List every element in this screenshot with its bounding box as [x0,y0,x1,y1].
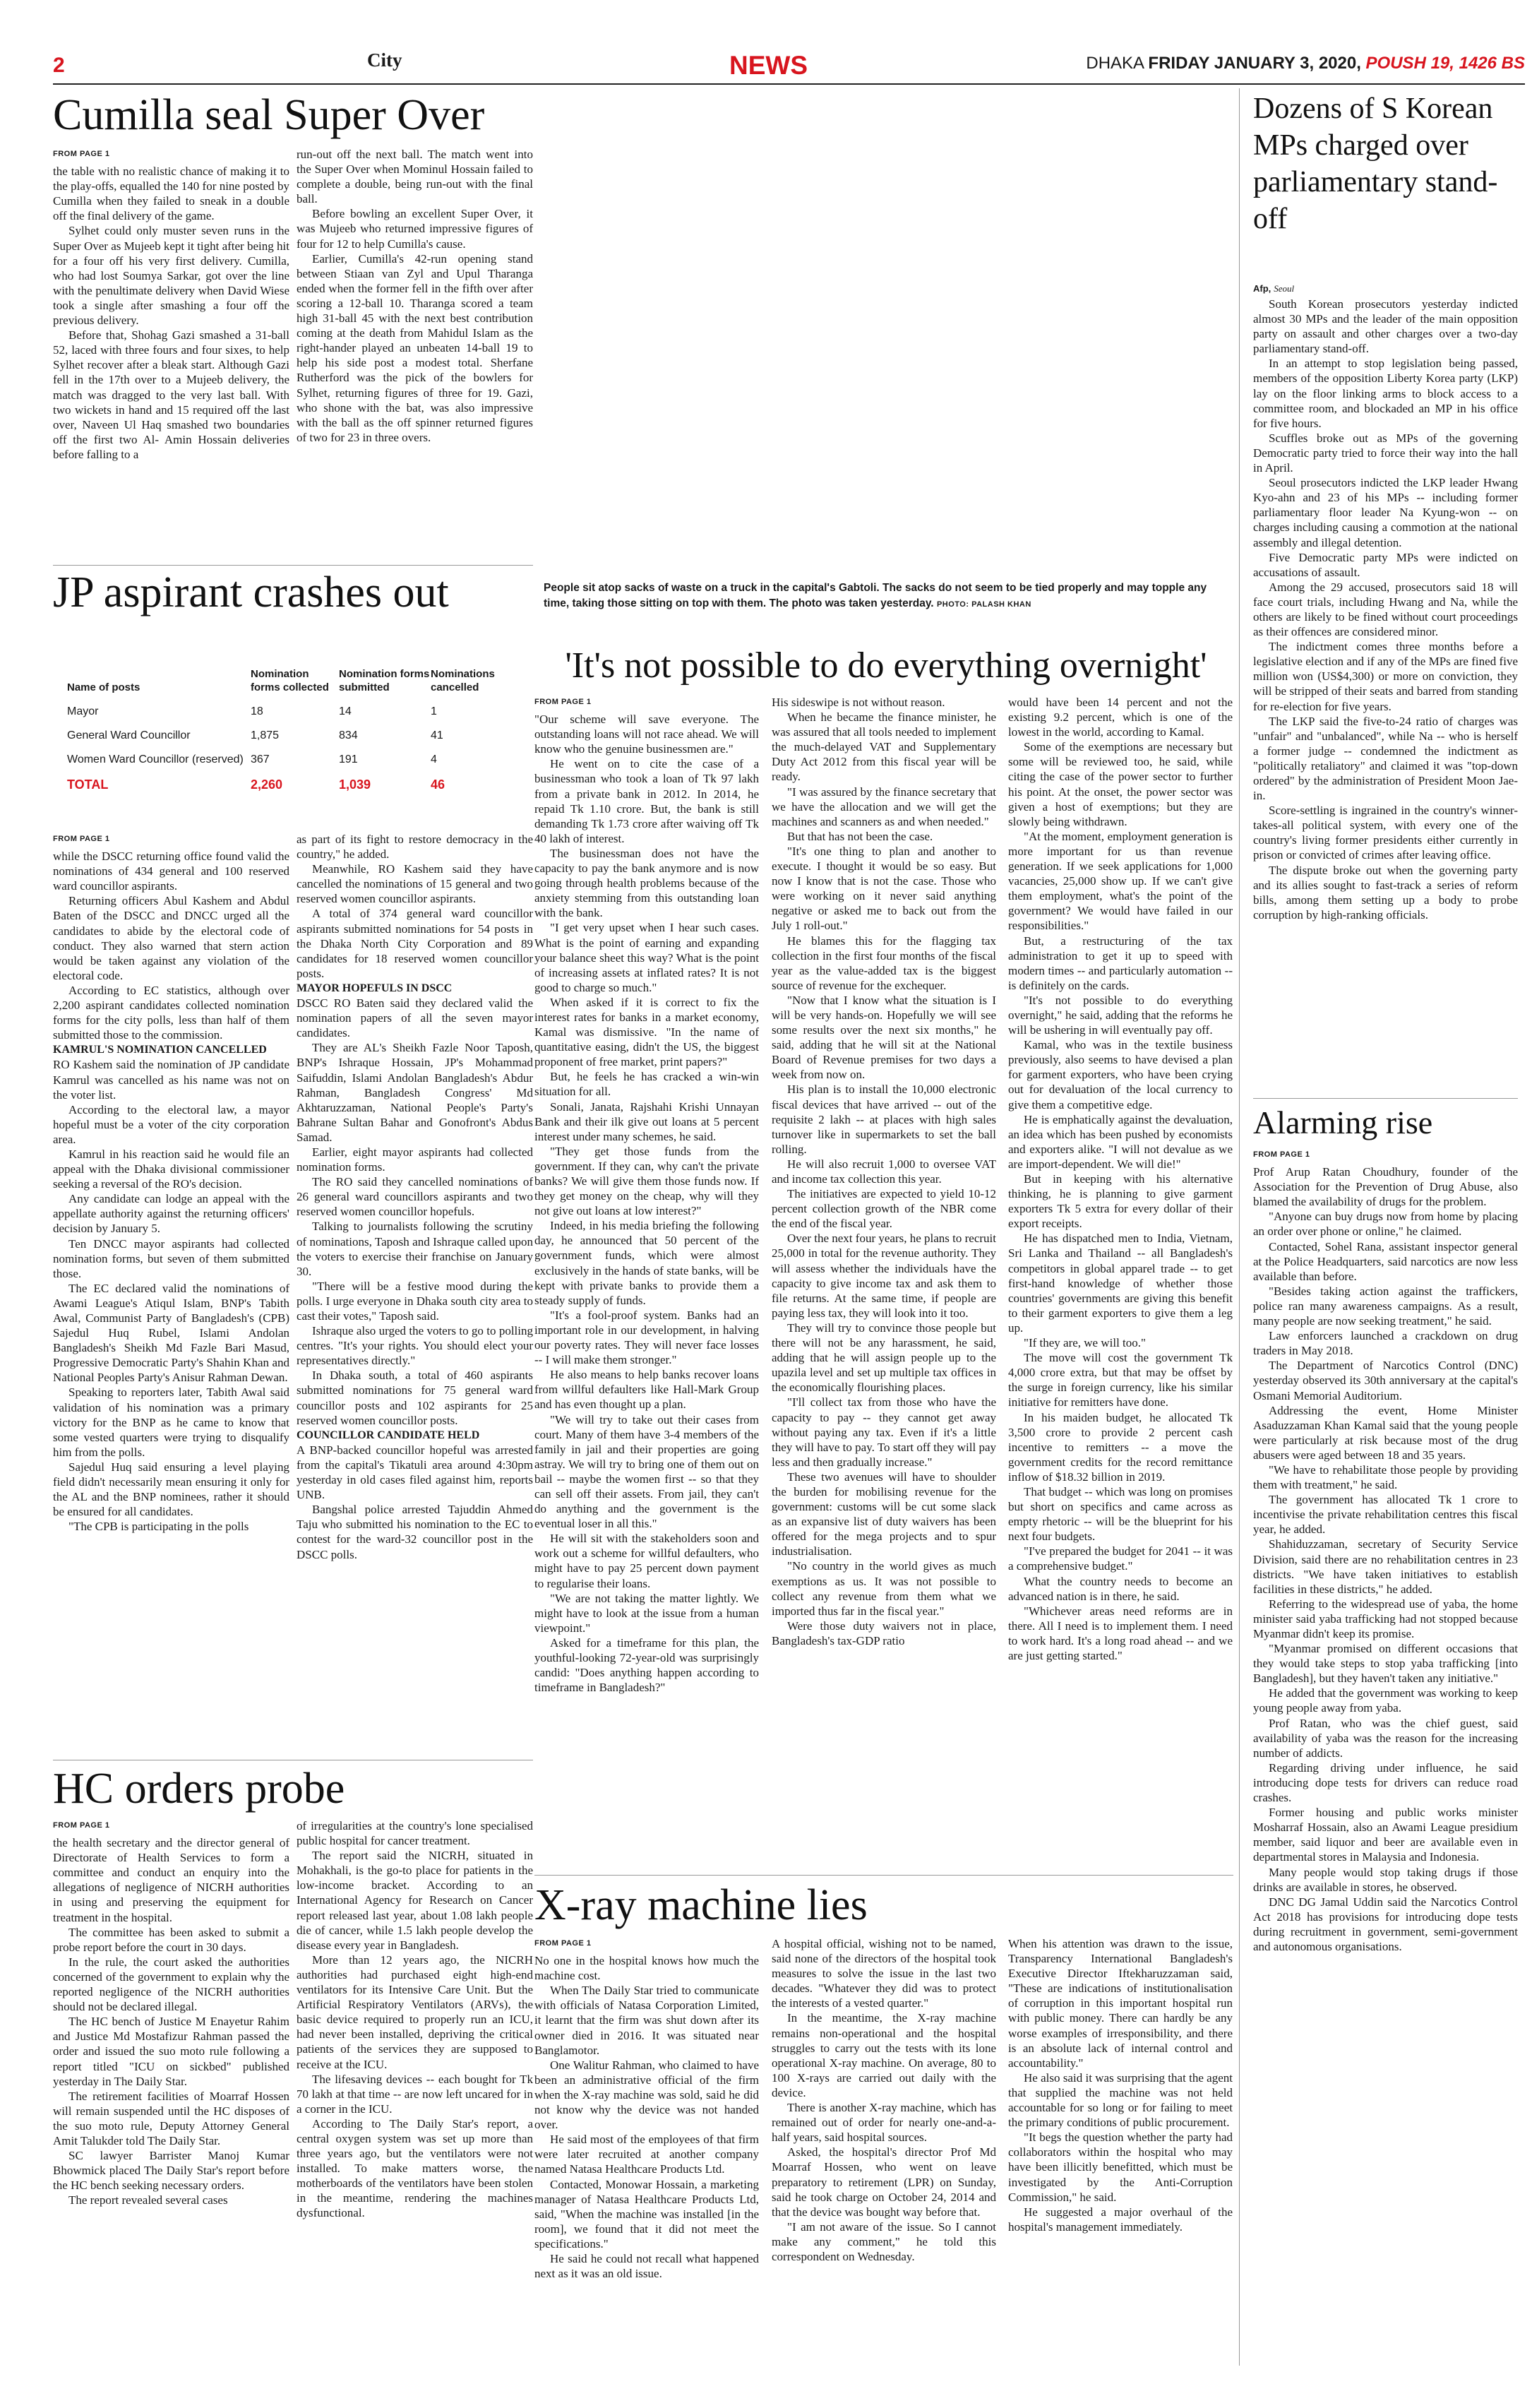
paragraph: "It's a fool-proof system. Banks had an important role in our development, in halving our poverty rates. They will never face losses -- I will make them stronger." [534,1308,759,1367]
paragraph: "There will be a festive mood during the polls. I urge everyone in Dhaka south city area to cast their votes," Taposh said. [297,1279,533,1323]
paragraph: Asked, the hospital's director Prof Md Moarraf Hossen, who went on leave preparatory to retirement (LPR) on Sunday, said he took charge on October 24, 2014 and that the device was bought way before that. [772,2145,996,2219]
table-cell: 1 [431,705,437,717]
paragraph: Over the next four years, he plans to recruit 25,000 in total for the revenue authority. They will assess whether the individuals have the capacity to give income tax and ask them to file returns. At the same time, if people are paying less tax, they will look into it too. [772,1232,996,1320]
paragraph: According to the electoral law, a mayor hopeful must be a voter of the city corporation area. [53,1102,289,1146]
paragraph: The retirement facilities of Moarraf Hossen will remain suspended until the HC disposes of the suo moto rule, Deputy Attorney General Amit Talukder told The Daily Star. [53,2089,289,2147]
table-cell: 14 [339,705,352,717]
page-number: 2 [53,54,65,77]
paragraph: Score-settling is ingrained in the country's winner-takes-all political system, with every one of the country's living former presidents either currently in prison or convicted of crimes after leaving office. [1253,804,1518,862]
paragraph: South Korean prosecutors yesterday indicted almost 30 MPs and the leader of the main opposition party on assault and other charges over a two-day parliamentary stand-off. [1253,297,1518,356]
paragraph: "Whichever areas need reforms are in there. All I need is to implement them. I need to work hard. It's a long road ahead -- and we are just getting started." [1008,1604,1233,1662]
paragraph: "The CPB is participating in the polls [68,1520,249,1534]
table-header: Nominations cancelled [431,668,495,693]
from-page-label: FROM PAGE 1 [53,1821,110,1830]
paragraph: Sonali, Janata, Rajshahi Krishi Unnayan Bank and their ilk give out loans at 5 percent interest under many schemes, he said. [534,1099,759,1143]
headline-jp: JP aspirant crashes out [53,568,449,616]
paragraph: "We will try to take out their cases from court. Many of them have 3-4 members of the family in jail and their properties are going astray. We will try to bring one of them out on bail -- maybe the women first -- so that they can sell off their assets. From jail, they can't do anything and the government is the eventual loser in all this." [534,1412,759,1531]
paragraph: Indeed, in his media briefing the following day, he announced that 50 percent of the government funds, which were almost exclusively in the hands of state banks, will be kept with private banks to provide them a steady supply of funds. [534,1219,759,1307]
paragraph: The initiatives are expected to yield 10-12 percent collection growth of the NBR come the end of the fiscal year. [772,1187,996,1231]
paragraph: Speaking to reporters later, Tabith Awal said validation of his nomination was a primary victory for the BNP as he came to know that some vested quarters were trying to disqualify him from the polls. [53,1385,289,1459]
table-row [67,749,519,773]
photo-caption-text: People sit atop sacks of waste on a truck in the capital's Gabtoli. The sacks do not seem to be tied properly and may topple any time, taking those sitting on top with them. The photo was taken yesterday. [544,582,1207,609]
photo-credit: PHOTO: PALASH KHAN [936,600,1031,609]
paragraph: In the meantime, the X-ray machine remains non-operational and the hospital struggles to carry out the tests with its lone operational X-ray machine. On average, 80 to 100 X-rays are carried out daily with the device. [772,2011,996,2099]
paragraph: the table with no realistic chance of making it to the play-offs, equalled the 140 for nine posted by Cumilla when they failed to sneak in a double off the final delivery of the game. [53,165,289,223]
paragraph: Referring to the widespread use of yaba, the home minister said yaba trafficking had not stopped because Myanmar didn't keep its promise. [1253,1597,1518,1640]
paragraph: Sajedul Huq said ensuring a level playing field didn't necessarily mean ensuring it only for the AL and the BNP nominees, rather it should be ensured for all candidates. [53,1460,289,1519]
paragraph: He also said it was surprising that the agent that supplied the machine was not held accountable for so long or for failing to meet the primary conditions of public procurement. [1008,2070,1233,2130]
paragraph: He will also recruit 1,000 to oversee VAT and income tax collection this year. [772,1157,996,1186]
paragraph: Former housing and public works minister Mosharraf Hossain, also an Awami League presidium member, said liquor and beer are available even in departmental stores in Malaysia and Indonesia. [1253,1806,1518,1864]
table-cell: 18 [251,705,263,717]
paragraph: He is emphatically against the devaluation, an idea which has been pushed by economists and exporters alike. "I will not devalue as we are import-dependent. We will die!" [1008,1112,1233,1171]
article-alarming [1253,1148,1518,1954]
paragraph: In his maiden budget, he allocated Tk 3,500 crore to provide 2 percent cash incentive to remitters -- a move the government credits for the record remittance inflow of $18.32 billion in 2019. [1008,1410,1233,1484]
headline-overnight: 'It's not possible to do everything overnight' [565,645,1207,686]
paragraph: run-out off the next ball. The match went into the Super Over when Mominul Hossain failed to complete a double, being run-out with the final ball. [297,148,533,206]
paragraph: Seoul prosecutors indicted the LKP leader Hwang Kyo-ahn and 23 of his MPs -- including former parliamentary floor leader Na Kyung-won -- on charges including causing a commotion at the national assembly and illegal detention. [1253,476,1518,549]
article-cumilla-col1 [53,147,289,462]
from-page-label: FROM PAGE 1 [534,698,592,706]
article-overnight-col3 [1008,695,1233,1663]
paragraph: But that has not been the case. [787,829,933,843]
paragraph: "Besides taking action against the traffickers, police ran many awareness campaigns. As a result, many people are now seeking treatment," he said. [1253,1284,1518,1328]
paragraph: Five Democratic party MPs were indicted on accusations of assault. [1253,550,1518,579]
paragraph: Addressing the event, Home Minister Asaduzzaman Khan Kamal said that the young people were particularly at risk because most of the drug abusers were aged between 18 and 35 years. [1253,1403,1518,1462]
photo-caption [544,580,1232,612]
paragraph: The government has allocated Tk 1 crore to incentivise the private rehabilitation centres this fiscal year, he added. [1253,1493,1518,1537]
paragraph: SC lawyer Barrister Manoj Kumar Bhowmick placed The Daily Star's report before the HC bench seeking necessary orders. [53,2149,289,2193]
dateline-date: FRIDAY JANUARY 3, 2020, [1148,54,1361,73]
subheading: MAYOR HOPEFULS IN DSCC [297,982,453,994]
article-xray-col3 [1008,1936,1233,2234]
table-cell: 1,875 [251,729,280,741]
table-cell: 41 [431,729,443,741]
paragraph: He said most of the employees of that firm were later recruited at another company named Natasa Healthcare Products Ltd. [534,2133,759,2176]
paragraph: "Our scheme will save everyone. The outstanding loans will not race ahead. We will know who the genuine businessmen are." [534,713,759,756]
paragraph: Kamal, who was in the textile business previously, also seems to have devised a plan for garment exporters, who have been crying out for devaluation of the local currency to give them a competitive edge. [1008,1038,1233,1111]
paragraph: That budget -- which was long on promises but short on specifics and came across as empty rhetoric -- will be the blueprint for his next four budgets. [1008,1484,1233,1544]
paragraph: Returning officers Abul Kashem and Abdul Baten of the DSCC and DNCC urged all the candidates to abide by the electoral code of conduct. They also warned that stern action would be taken against any violation of the electoral code. [53,894,289,982]
section-rule [1253,1098,1518,1099]
paragraph: Scuffles broke out as MPs of the governing Democratic party tried to force their way into the hall in April. [1253,431,1518,475]
paragraph: His sideswipe is not without reason. [772,696,945,709]
table-header: Nomination forms submitted [339,668,430,693]
table-cell: 191 [339,753,358,765]
paragraph: The HC bench of Justice M Enayetur Rahim and Justice Md Mostafizur Rahman passed the order and issued the suo moto rule following a report titled "ICU on sickbed" published yesterday in The Daily Star. [53,2015,289,2088]
paragraph: His plan is to install the 10,000 electronic fiscal devices that have arrived -- out of the requisite 2 lakh -- at places with high sales turnover like in supermarkets to set the ball rolling. [772,1083,996,1156]
paragraph: The indictment comes three months before a legislative election and if any of the MPs are fined five million won (US$4,300) or more on conviction, they will be stripped of their seats and barred from standing for re-election for five years. [1253,640,1518,713]
dateline [1086,54,1525,73]
paragraph: He blames this for the flagging tax collection in the first four months of the fiscal year as the value-added tax is the biggest source of revenue for the exchequer. [772,934,996,992]
article-hc-col2 [297,1818,533,2221]
paragraph: Before that, Shohag Gazi smashed a 31-ball 52, laced with three fours and four sixes, to help Sylhet recover after a bleak start. Although Gazi fell in the 17th over to a Mujeeb delivery, the match was dragged to the very last ball. With two wickets in hand and 15 required off the last over, Naveen Ul Haq smashed two boundaries off the first two Al- Amin Hossain deliveries before falling to a [53,328,289,461]
headline-dozens: Dozens of S Korean MPs charged over parliamentary stand-off [1253,93,1498,235]
paragraph: Prof Ratan, who was the chief guest, said availability of yaba was the reason for the increasing number of addicts. [1253,1716,1518,1760]
paragraph: No one in the hospital knows how much the machine cost. [534,1954,759,1983]
headline-alarming: Alarming rise [1253,1104,1433,1140]
paragraph: He added that the government was working to keep young people away from yaba. [1253,1686,1518,1715]
table-cell: Mayor [67,705,99,717]
table-cell: TOTAL [67,777,109,792]
paragraph: would have been 14 percent and not the existing 9.2 percent, which is one of the lowest in the world, according to Kamal. [1008,696,1233,739]
paragraph: "We have to rehabilitate those people by providing them with treatment," he said. [1253,1462,1518,1492]
paragraph: Among the 29 accused, prosecutors said 18 will face court trials, including Hwang and Na, while the others are likely to be fined without court proceedings as their offences are considered minor. [1253,580,1518,639]
paragraph: Were those duty waivers not in place, Bangladesh's tax-GDP ratio [772,1619,996,1647]
paragraph: Prof Arup Ratan Choudhury, founder of the Association for the Prevention of Drug Abuse, also blamed the availability of drugs for the problem. [1253,1165,1518,1209]
paragraph: In an attempt to stop legislation being passed, members of the opposition Liberty Korea party (LKP) lay on the floor linking arms to block access to a committee room, and blockaded an MP in his office for five hours. [1253,357,1518,430]
paragraph: A hospital official, wishing not to be named, said none of the directors of the hospital took measures to solve the issue in the last two decades. "Whatever they did was to protect the interests of a vested quarter." [772,1937,996,2010]
paragraph: Talking to journalists following the scrutiny of nominations, Taposh and Ishraque called upon the voters to exercise their franchise on January 30. [297,1220,533,1278]
headline-xray: X-ray machine lies [534,1881,868,1929]
paragraph: "Now that I know what the situation is I will be very hands-on. Hopefully we will see some results over the next six months," he said, adding that he will sit at the National Board of Revenue premises for two days a week from now on. [772,993,996,1082]
paragraph: When The Daily Star tried to communicate with officials of Natasa Corporation Limited, it learnt that the firm was shut down after its owner died in 2016. It was situated near Banglamotor. [534,1984,759,2057]
paragraph: The lifesaving devices -- each bought for Tk 70 lakh at that time -- are now left uncared for in a corner in the ICU. [297,2072,533,2116]
table-cell: 2,260 [251,777,283,792]
column-divider [1239,88,1240,2366]
paragraph: "It begs the question whether the party had collaborators within the hospital who may have been illicitly benefitted, which must be investigated by the Anti-Corruption Commission," he said. [1008,2130,1233,2204]
byline-agency: Afp, [1253,283,1271,294]
paragraph: In the rule, the court asked the authorities concerned of the government to explain why the reported negligence of the NICRH authorities should not be declared illegal. [53,1955,289,2014]
paragraph: Shahiduzzaman, secretary of Security Service Division, said there are no rehabilitation centres in 23 districts. "We have taken initiatives to establish facilities in these districts," he added. [1253,1537,1518,1596]
paragraph: "I am not aware of the issue. So I cannot make any comment," he told this correspondent on Wednesday. [772,2219,996,2263]
paragraph: He also means to help banks recover loans from willful defaulters like Hall-Mark Group and has even thought up a plan. [534,1368,759,1412]
paragraph: One Walitur Rahman, who claimed to have been an administrative official of the firm when the X-ray machine was sold, said he did not know why the device was not handed over. [534,2058,759,2132]
section-tag-news: NEWS [729,51,808,80]
paragraph: DSCC RO Baten said they declared valid the nomination papers of all the seven mayor candidates. [297,996,533,1040]
headline-cumilla: Cumilla seal Super Over [53,91,485,139]
table-total-row [67,773,519,799]
article-cumilla-col2 [297,147,533,445]
paragraph: "I was assured by the finance secretary that we have the allocation and we will get the machines and scanners as and when needed." [772,785,996,828]
nomination-table [67,667,533,799]
paragraph: The LKP said the five-to-24 ratio of charges was "unfair" and "unbalanced", while Na -- who is herself a former judge -- condemned the indictment as "politically retaliatory" and claimed it was "top-down ordered" by the administration of President Moon Jae-in. [1253,714,1518,803]
paragraph: These two avenues will have to shoulder the burden for mobilising revenue for the government: customs will be cut some slack as an expansive list of duty waivers has been offered for the mega projects and to spur industrialisation. [772,1470,996,1558]
table-row [67,725,519,749]
paragraph: The committee has been asked to submit a probe report before the court in 30 days. [53,1925,289,1954]
table-cell: Women Ward Councillor (reserved) [67,753,244,765]
paragraph: "Myanmar promised on different occasions that they would take steps to stop yaba trafficking [into Bangladesh], but they haven't taken any initiative." [1253,1642,1518,1686]
subheading: KAMRUL'S NOMINATION CANCELLED [53,1044,267,1056]
paragraph: as part of its fight to restore democracy in the country," he added. [297,833,533,862]
paragraph: "No country in the world gives as much exemptions as us. It was not possible to collect any revenue from them what we imported thus far in the fiscal year." [772,1559,996,1618]
paragraph: "It's not possible to do everything overnight," he said, adding that the reforms he will be ushering in will eventually pay off. [1008,993,1233,1037]
from-page-label: FROM PAGE 1 [1253,1150,1310,1159]
paragraph: But, he feels he has cracked a win-win situation for all. [534,1070,759,1099]
byline-place: Seoul [1274,283,1295,294]
table-header-row [67,667,519,701]
table-cell: 1,039 [339,777,371,792]
from-page-label: FROM PAGE 1 [53,150,110,158]
paragraph: "They get those funds from the government. If they can, why can't the private banks? We will give them those funds now. If they get money on the cheap, why will they not give out loans at low interest?" [534,1144,759,1218]
paragraph: He went on to cite the case of a businessman who took a loan of Tk 97 lakh from a private bank in 2012. In 2014, he repaid Tk 1.10 crore. But, the bank is still demanding Tk 1.73 crore after waiving off Tk 40 lakh of interest. [534,757,759,845]
table-cell: 46 [431,777,445,792]
paragraph: "Anyone can buy drugs now from home by placing an order over phone or online," he claimed. [1253,1210,1518,1239]
paragraph: Before bowling an excellent Super Over, it was Mujeeb who returned impressive figures of four for 12 to help Cumilla's cause. [297,207,533,251]
paragraph: He has dispatched men to India, Vietnam, Sri Lanka and Thailand -- all Bangladesh's competitors in global apparel trade -- to get first-hand knowledge of whether those countries' governments are giving this benefit to their garment exporters to give them a leg up. [1008,1232,1233,1335]
paragraph: Contacted, Monowar Hossain, a marketing manager of Natasa Healthcare Products Ltd, said, "When the machine was installed [in the room], we found that it did not meet the specifications." [534,2177,759,2251]
paragraph: What the country needs to become an advanced nation is in there, he said. [1008,1574,1233,1603]
paragraph: "At the moment, employment generation is more important for us than revenue generation. If we seek applications for 1,000 vacancies, 25,000 show up. If we can't give them employment, what's the point of the government? We would have failed in our responsibilities." [1008,829,1233,933]
paragraph: Earlier, Cumilla's 42-run opening stand between Stiaan van Zyl and Upul Tharanga ended when the former fell in the fifth over after scoring a 12-ball 10. Tharanga scored a team high 31-ball 45 with the next best contribution coming at the death from Mahidul Islam as the right-hander played an unbeaten 14-ball 19 to help his side post a modest total. Sherfane Rutherford was the pick of the bowlers for Sylhet, returning figures of three for 19. Gazi, who shone with the bat, was also impressive with the ball as the off spinner returned figures of two for 23 in three overs. [297,251,533,444]
paragraph: "If they are, we will too." [1024,1336,1146,1350]
paragraph: He said he could not recall what happened next as it was an old issue. [534,2251,759,2281]
paragraph: Regarding driving under influence, he said introducing dope tests for drivers can reduce road crashes. [1253,1760,1518,1805]
paragraph: The businessman does not have the capacity to pay the bank anymore and is now going through health problems because of the anxiety stemming from this outstanding loan with the bank. [534,846,759,920]
paragraph: He suggested a major overhaul of the hospital's management immediately. [1008,2205,1233,2234]
paragraph: the health secretary and the director general of Directorate of Health Services to form a committee and conduct an enquiry into the allegations of negligence of NICRH authorities in using and preserving the equipment for treatment in the hospital. [53,1836,289,1924]
section-name: City [367,49,402,71]
from-page-label: FROM PAGE 1 [53,835,110,843]
article-overnight-col1 [534,695,759,1695]
paragraph: He will sit with the stakeholders soon and work out a scheme for willful defaulters, who might have to pay 25 percent down payment to regularise their loans. [534,1532,759,1590]
paragraph: When asked if it is correct to fix the interest rates for banks in a market economy, Kamal was dismissive. "In the name of quantitative easing, didn't the US, the biggest proponent of free market, print papers?" [534,995,759,1069]
paragraph: The report revealed several cases [68,2193,228,2207]
section-rule [534,1875,1233,1876]
paragraph: Any candidate can lodge an appeal with the appellate authority against the returning officers' decision by January 5. [53,1192,289,1236]
table-row [67,701,519,725]
paragraph: They will try to convince those people but there will not be any harassment, he said, adding that he will assign people up to the upazila level and set up multiple tax offices in the economically flourishing places. [772,1321,996,1395]
article-dozens [1253,297,1518,922]
paragraph: Asked for a timeframe for this plan, the youthful-looking 72-year-old was surprisingly candid: "Does anything happen according to timeframe in Bangladesh?" [534,1635,759,1695]
paragraph: Kamrul in his reaction said he would file an appeal with the Dhaka divisional commissioner seeking a reversal of the RO's decision. [53,1147,289,1191]
table-cell: 834 [339,729,358,741]
article-xray-col2 [772,1936,996,2264]
paragraph: Contacted, Sohel Rana, assistant inspector general at the Police Headquarters, said narcotics are now less available than before. [1253,1239,1518,1283]
section-rule [53,565,533,566]
table-cell: 4 [431,753,437,765]
paragraph: The Department of Narcotics Control (DNC) yesterday observed its 30th anniversary at the capital's Osmani Memorial Auditorium. [1253,1359,1518,1402]
paragraph: "I'll collect tax from those who have the capacity to pay -- they cannot get away without paying any tax. Even if it's a little they will have to pay. To start off they will pay less and then gradually increase." [772,1395,996,1469]
article-jp-col1 [53,832,289,1534]
paragraph: "I've prepared the budget for 2041 -- it was a comprehensive budget." [1008,1544,1233,1573]
paragraph: But in keeping with his alternative thinking, he is planning to give garment exporters Tk 5 extra for every dollar of their export receipts. [1008,1172,1233,1231]
paragraph: RO Kashem said the nomination of JP candidate Kamrul was cancelled as his name was not on the voter list. [53,1058,289,1102]
table-cell: General Ward Councillor [67,729,191,741]
dateline-city: DHAKA [1086,54,1144,73]
paragraph: DNC DG Jamal Uddin said the Narcotics Control Act 2018 has provisions for introducing dope tests during recruitment in government, semi-government and autonomous organisations. [1253,1895,1518,1953]
paragraph: of irregularities at the country's lone specialised public hospital for cancer treatment. [297,1819,533,1848]
table-header: Name of posts [67,681,140,693]
article-hc-col1 [53,1818,289,2207]
article-overnight-col2 [772,695,996,1648]
page-header [53,49,1525,85]
paragraph: When his attention was drawn to the issue, Transparency International Bangladesh's Executive Director Iftekharuzzaman said, "These are indications of institutionalisation of corruption in this important hospital run with public money. There can hardly be any worse examples of irresponsibility, and there is an absolute lack of internal control and accountability." [1008,1937,1233,2070]
paragraph: Ten DNCC mayor aspirants had collected nomination forms, but seven of them submitted those. [53,1236,289,1280]
paragraph: But, a restructuring of the tax administration to get it up to speed with modern times -- and particularly automation -- is definitely on the cards. [1008,934,1233,992]
paragraph: The report said the NICRH, situated in Mohakhali, is the go-to place for patients in the low-income bracket. According to an International Agency for Research on Cancer report released last year, about 1.08 lakh people die of cancer, while 1.5 lakh people develop the disease every year in Bangladesh. [297,1849,533,1952]
masthead-rule [53,83,1525,85]
paragraph: "We are not taking the matter lightly. We might have to look at the issue from a human viewpoint." [534,1591,759,1635]
paragraph: The move will cost the government Tk 4,000 crore extra, but that may be offset by the surge in foreign currency, like his similar initiative for remitters have done. [1008,1351,1233,1409]
paragraph: Bangshal police arrested Tajuddin Ahmed Taju who submitted his nomination to the EC to contest for the ward-32 councillor post in the DSCC polls. [297,1503,533,1561]
paragraph: Sylhet could only muster seven runs in the Super Over as Mujeeb kept it tight after being hit for a four off his very first delivery. Cumilla, who had lost Soumya Sarkar, got over the line with the penultimate delivery when David Wiese took a single after smashing a four off the previous delivery. [53,224,289,328]
paragraph: There is another X-ray machine, which has remained out of order for nearly one-and-a-half years, said hospital sources. [772,2101,996,2145]
paragraph: When he became the finance minister, he was assured that all tools needed to implement the much-delayed VAT and Supplementary Duty Act 2012 from this fiscal year will be ready. [772,710,996,784]
paragraph: Many people would stop taking drugs if those drinks are available in stores, he observed. [1253,1865,1518,1894]
paragraph: while the DSCC returning office found valid the nominations of 434 general and 100 reserved ward councillor aspirants. [53,850,289,893]
paragraph: A total of 374 general ward councillor aspirants submitted nominations for 54 posts in the Dhaka North City Corporation and 89 candidates for 18 reserved women councillor posts. [297,907,533,980]
paragraph: Earlier, eight mayor aspirants had collected nomination forms. [297,1145,533,1174]
paragraph: Meanwhile, RO Kashem said they have cancelled the nominations of 15 general and two reserved women councillor aspirants. [297,862,533,906]
paragraph: A BNP-backed councillor hopeful was arrested from the capital's Tikatuli area around 4:30pm yesterday in old cases filed against him, reports UNB. [297,1443,533,1502]
paragraph: The EC declared valid the nominations of Awami League's Atiqul Islam, BNP's Tabith Awal, Communist Party of Bangladesh's (CPB) Sajedul Huq Rubel, Islami Andolan Bangladesh's Sheikh Md Fazle Bari Masud, Progressive Democratic Party's Shahin Khan and National Peoples Party's Anisur Rahman Dewan. [53,1281,289,1385]
paragraph: Some of the exemptions are necessary but some will be reviewed too, he said, while citing the case of the power sector to further his point. At the onset, the power sector was given a host of exemptions; but they are slowly being withdrawn. [1008,740,1233,828]
paragraph: The dispute broke out when the governing party and its allies sought to fast-track a series of reform bills, among them setting up a body to probe corruption by high-ranking officials. [1253,863,1518,922]
table-header: Nomination forms collected [251,668,329,693]
headline-hc: HC orders probe [53,1765,345,1813]
subheading: COUNCILLOR CANDIDATE HELD [297,1429,480,1441]
paragraph: More than 12 years ago, the NICRH authorities had purchased eight high-end ventilators for its Intensive Care Unit. But the Artificial Respiratory Ventilators (ARVs), the basic device required to properly run an ICU, had never been installed, depriving the critical patients of the services they are supposed to receive at the ICU. [297,1953,533,2071]
article-xray-col1 [534,1936,759,2281]
paragraph: The RO said they cancelled nominations of 26 general ward councillors aspirants and two reserved women councillor hopefuls. [297,1175,533,1219]
paragraph: "I get very upset when I hear such cases. What is the point of earning and expanding your balance sheet this way? What is the point of increasing assets at inflated rates? It is not good to charge so much." [534,921,759,994]
paragraph: According to EC statistics, although over 2,200 aspirant candidates collected nomination forms for the city polls, less than half of them submitted those to the commission. [53,983,289,1042]
news-photo [544,95,1232,576]
paragraph: Ishraque also urged the voters to go to polling centres. "It's your rights. You should elect your representatives directly." [297,1324,533,1368]
from-page-label: FROM PAGE 1 [534,1939,592,1948]
paragraph: They are AL's Sheikh Fazle Noor Taposh, BNP's Ishraque Hossain, JP's Mohammad Saifuddin, Islami Andolan Bangladesh's Abdur Rahman, Bangladesh Congress' Md Akhtaruzzaman, National People's Party's Bahrane Sultan Bahar and Gonofront's Abdus Samad. [297,1041,533,1144]
byline-dozens [1253,282,1294,295]
paragraph: According to The Daily Star's report, a central oxygen system was set up more than three years ago, but the ventilators were not installed. To make matters worse, the motherboards of the ventilators have been stolen in the meantime, rendering the machines dysfunctional. [297,2116,533,2220]
article-jp-col2 [297,832,533,1562]
paragraph: Law enforcers launched a crackdown on drug traders in May 2018. [1253,1329,1518,1358]
paragraph: In Dhaka south, a total of 460 aspirants submitted nominations for 75 general ward councillor posts and 102 aspirants for 25 reserved women councillor posts. [297,1369,533,1427]
dateline-bangla: POUSH 19, 1426 BS [1365,54,1525,73]
paragraph: "It's one thing to plan and another to execute. I thought it would be so easy. But now I know that is not the case. Those who were working on it never said anything negative or asked me to back out from the July 1 roll-out." [772,844,996,933]
table-cell: 367 [251,753,270,765]
